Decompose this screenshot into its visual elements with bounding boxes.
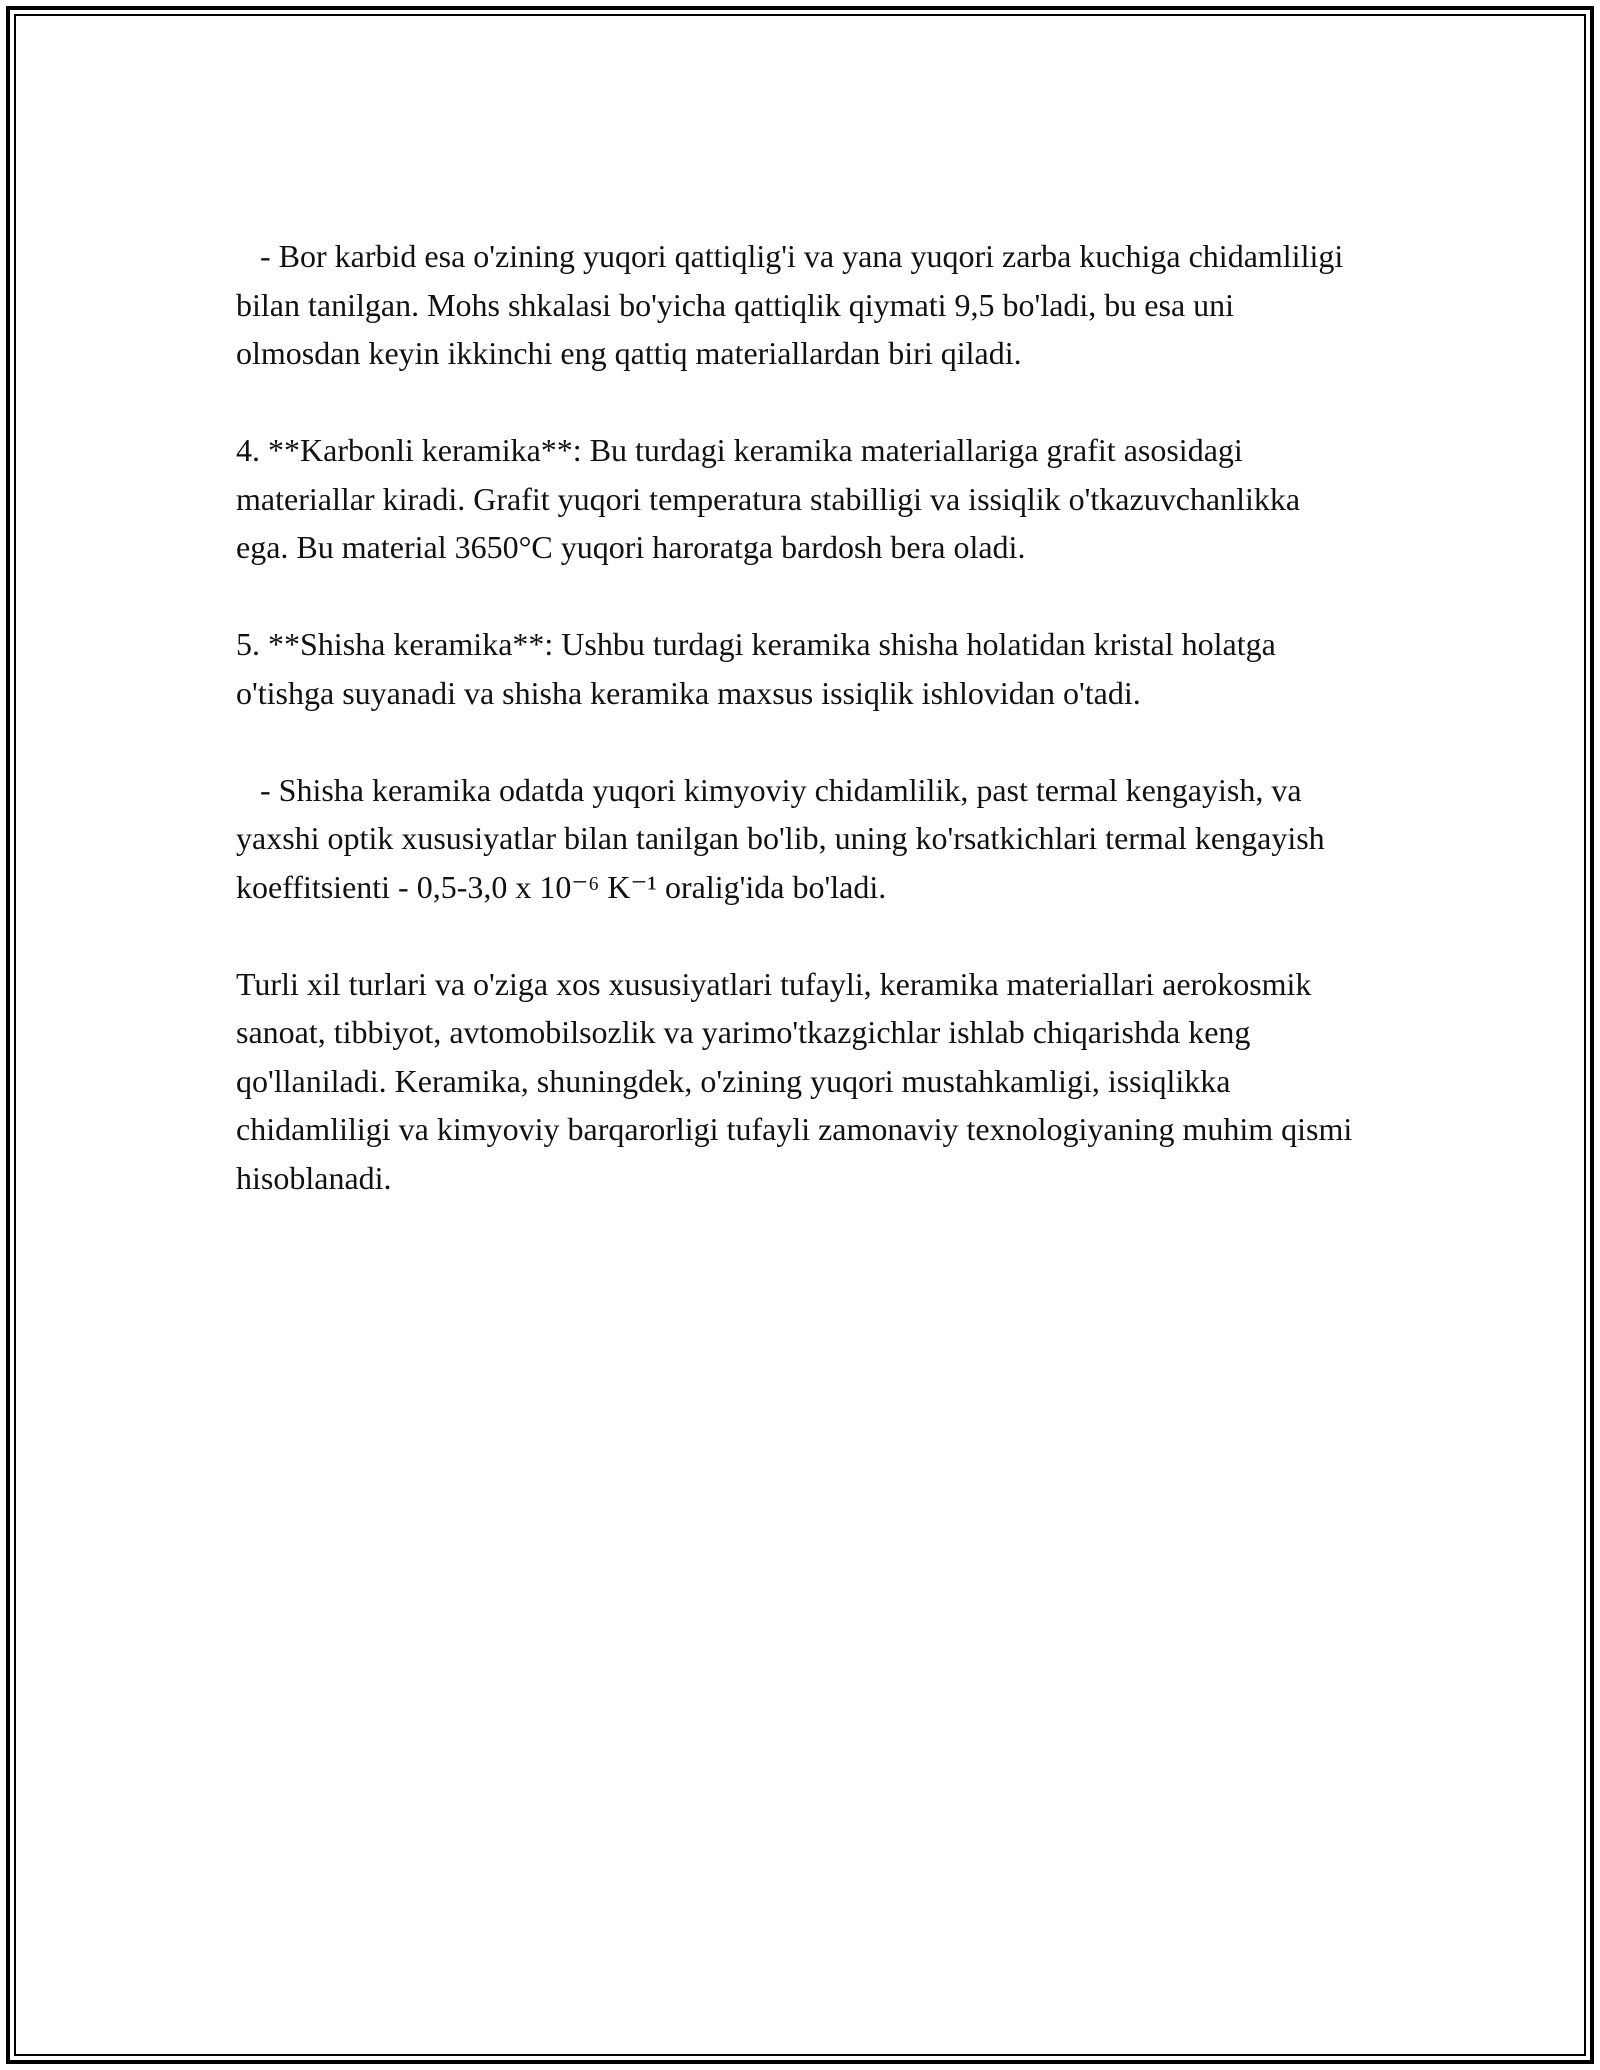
document-body — [236, 232, 1361, 1202]
paragraph-boron-carbide: - Bor karbid esa o'zining yuqori qattiqlig'i va yana yuqori zarba kuchiga chidamliligi bilan tanilgan. Mohs shkalasi bo'yicha qattiqlik qiymati 9,5 bo'ladi, bu esa uni olmosdan keyin ikkinchi eng qattiq materiallardan biri qiladi. — [236, 238, 1352, 371]
paragraph-glass-ceramics-properties: - Shisha keramika odatda yuqori kimyoviy chidamlilik, past termal kengayish, va yaxshi optik xususiyatlar bilan tanilgan bo'lib, uning ko'rsatkichlari termal kengayish koeffitsienti - 0,5-3,0 x 10⁻⁶ K⁻¹ oralig'ida bo'ladi. — [236, 771, 1333, 905]
paragraph-conclusion: Turli xil turlari va o'ziga xos xususiyatlari tufayli, keramika materiallari aerokosmik sanoat, tibbiyot, avtomobilsozlik va yarimo'tkazgichlar ishlab chiqarishda keng qo'llaniladi. Keramika, shuningdek, o'zining yuqori mustahkamligi, issiqlikka chidamliligi va kimyoviy barqarorligi tufayli zamonaviy texnologiyaning muhim qismi hisoblanadi. — [236, 965, 1361, 1196]
paragraph-carbon-ceramics: 4. **Karbonli keramika**: Bu turdagi keramika materiallariga grafit asosidagi materiallar kiradi. Grafit yuqori temperatura stabilligi va issiqlik o'tkazuvchanlikka ega. Bu material 3650°C yuqori haroratga bardosh bera oladi. — [236, 432, 1309, 565]
paragraph-glass-ceramics: 5. **Shisha keramika**: Ushbu turdagi keramika shisha holatidan kristal holatga o'tishga suyanadi va shisha keramika maxsus issiqlik ishlovidan o'tadi. — [236, 626, 1284, 711]
